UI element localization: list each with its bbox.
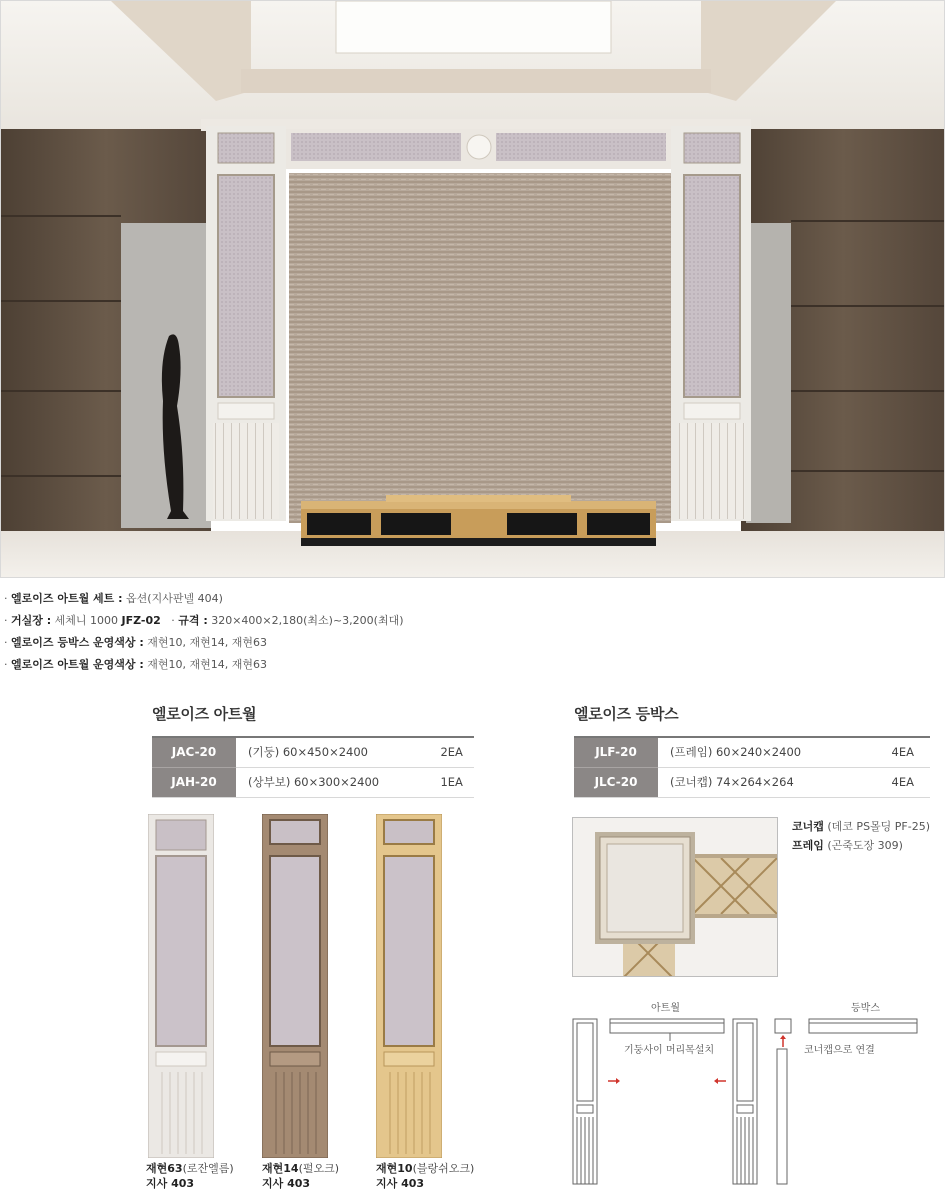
diagram-header-note: 기둥사이 머리목설치 xyxy=(624,1045,715,1056)
product-code: JLF-20 xyxy=(574,737,658,767)
cornercap-detail-image xyxy=(572,817,778,977)
lightbox-spec-table xyxy=(574,736,930,798)
spec-model-code: JFZ-02 xyxy=(121,614,161,627)
panel-caption-0 xyxy=(146,1161,234,1191)
product-code: JAH-20 xyxy=(152,767,236,797)
diagram-artwall-label: 아트월 xyxy=(651,1003,680,1014)
color-panel-1 xyxy=(262,814,328,1162)
product-desc: (상부보) 60×300×2400 xyxy=(248,775,380,789)
spec-label: 규격 : xyxy=(178,614,208,627)
spec-label: 엘로이즈 등박스 운영색상 : xyxy=(11,636,144,649)
panel-fabric: 지사 403 xyxy=(376,1177,425,1190)
spec-row-cabinet: · 거실장 : 세체니 1000 JFZ-02 · 규격 : 320×400×2,180(최소)~3,200(최대) xyxy=(4,614,404,627)
panel-color-name: 재현10 xyxy=(376,1162,413,1175)
product-qty: 4EA xyxy=(891,775,914,789)
frame-desc: (곤죽도장 309) xyxy=(827,839,903,852)
panel-color-sub: (로잔엘름) xyxy=(182,1162,234,1175)
product-desc: (기둥) 60×450×2400 xyxy=(248,745,368,760)
spec-value: 재현10, 재현14, 재현63 xyxy=(147,658,268,671)
panel-color-sub: (블랑쉬오크) xyxy=(412,1162,475,1175)
spec-value: 320×400×2,180(최소)~3,200(최대) xyxy=(211,614,404,627)
spec-row-set: · 엘로이즈 아트월 세트 : 옵션(지사판넬 404) xyxy=(4,592,223,605)
hero-room-image xyxy=(0,0,945,578)
spec-label: 엘로이즈 아트월 세트 : xyxy=(11,592,123,605)
spec-row-lightbox-colors: · 엘로이즈 등박스 운영색상 : 재현10, 재현14, 재현63 xyxy=(4,636,268,649)
living-room-illustration xyxy=(1,1,945,578)
cornercap-label: 코너캡 xyxy=(792,820,824,833)
artwall-title: 엘로이즈 아트월 xyxy=(152,705,257,723)
product-qty: 2EA xyxy=(440,745,463,760)
panel-swatch-image xyxy=(262,814,328,1158)
panel-caption-2 xyxy=(376,1161,474,1191)
table-row xyxy=(574,767,930,797)
table-row xyxy=(574,737,930,767)
panel-color-name: 재현63 xyxy=(146,1162,183,1175)
spec-label: 거실장 : xyxy=(11,614,52,627)
panel-swatch-image xyxy=(376,814,442,1158)
product-qty: 1EA xyxy=(440,775,463,789)
spec-value: 옵션(지사판넬 404) xyxy=(126,592,223,605)
cornercap-desc: (데코 PS몰딩 PF-25) xyxy=(827,820,931,833)
panel-fabric: 지사 403 xyxy=(146,1177,195,1190)
panel-caption-1 xyxy=(262,1161,339,1191)
panel-color-name: 재현14 xyxy=(262,1162,299,1175)
color-panel-2 xyxy=(376,814,442,1162)
artwall-spec-table xyxy=(152,736,474,798)
spec-list xyxy=(4,588,404,676)
table-row xyxy=(152,767,474,797)
diagram-corner-note: 코너캡으로 연결 xyxy=(804,1045,875,1056)
panel-color-sub: (펄오크) xyxy=(298,1162,340,1175)
frame-label: 프레임 xyxy=(792,839,824,852)
product-qty: 4EA xyxy=(891,745,914,760)
product-desc: (코너캡) 74×264×264 xyxy=(670,775,794,789)
product-code: JLC-20 xyxy=(574,767,658,797)
panel-fabric: 지사 403 xyxy=(262,1177,311,1190)
spec-value: 재현10, 재현14, 재현63 xyxy=(147,636,268,649)
diagram-lightbox-label: 등박스 xyxy=(851,1003,880,1014)
installation-diagram xyxy=(568,995,930,1195)
cornercap-illustration xyxy=(573,818,778,977)
spec-row-artwall-colors: · 엘로이즈 아트월 운영색상 : 재현10, 재현14, 재현63 xyxy=(4,658,268,671)
cornercap-caption xyxy=(792,817,930,855)
product-code: JAC-20 xyxy=(152,737,236,767)
spec-label: 엘로이즈 아트월 운영색상 : xyxy=(11,658,144,671)
panel-swatch-image xyxy=(148,814,214,1158)
installation-drawing xyxy=(568,995,930,1195)
table-row xyxy=(152,737,474,767)
product-desc: (프레임) 60×240×2400 xyxy=(670,745,802,760)
spec-value: 세체니 1000 xyxy=(54,614,118,627)
color-panel-0 xyxy=(148,814,214,1162)
lightbox-title: 엘로이즈 등박스 xyxy=(574,705,679,723)
